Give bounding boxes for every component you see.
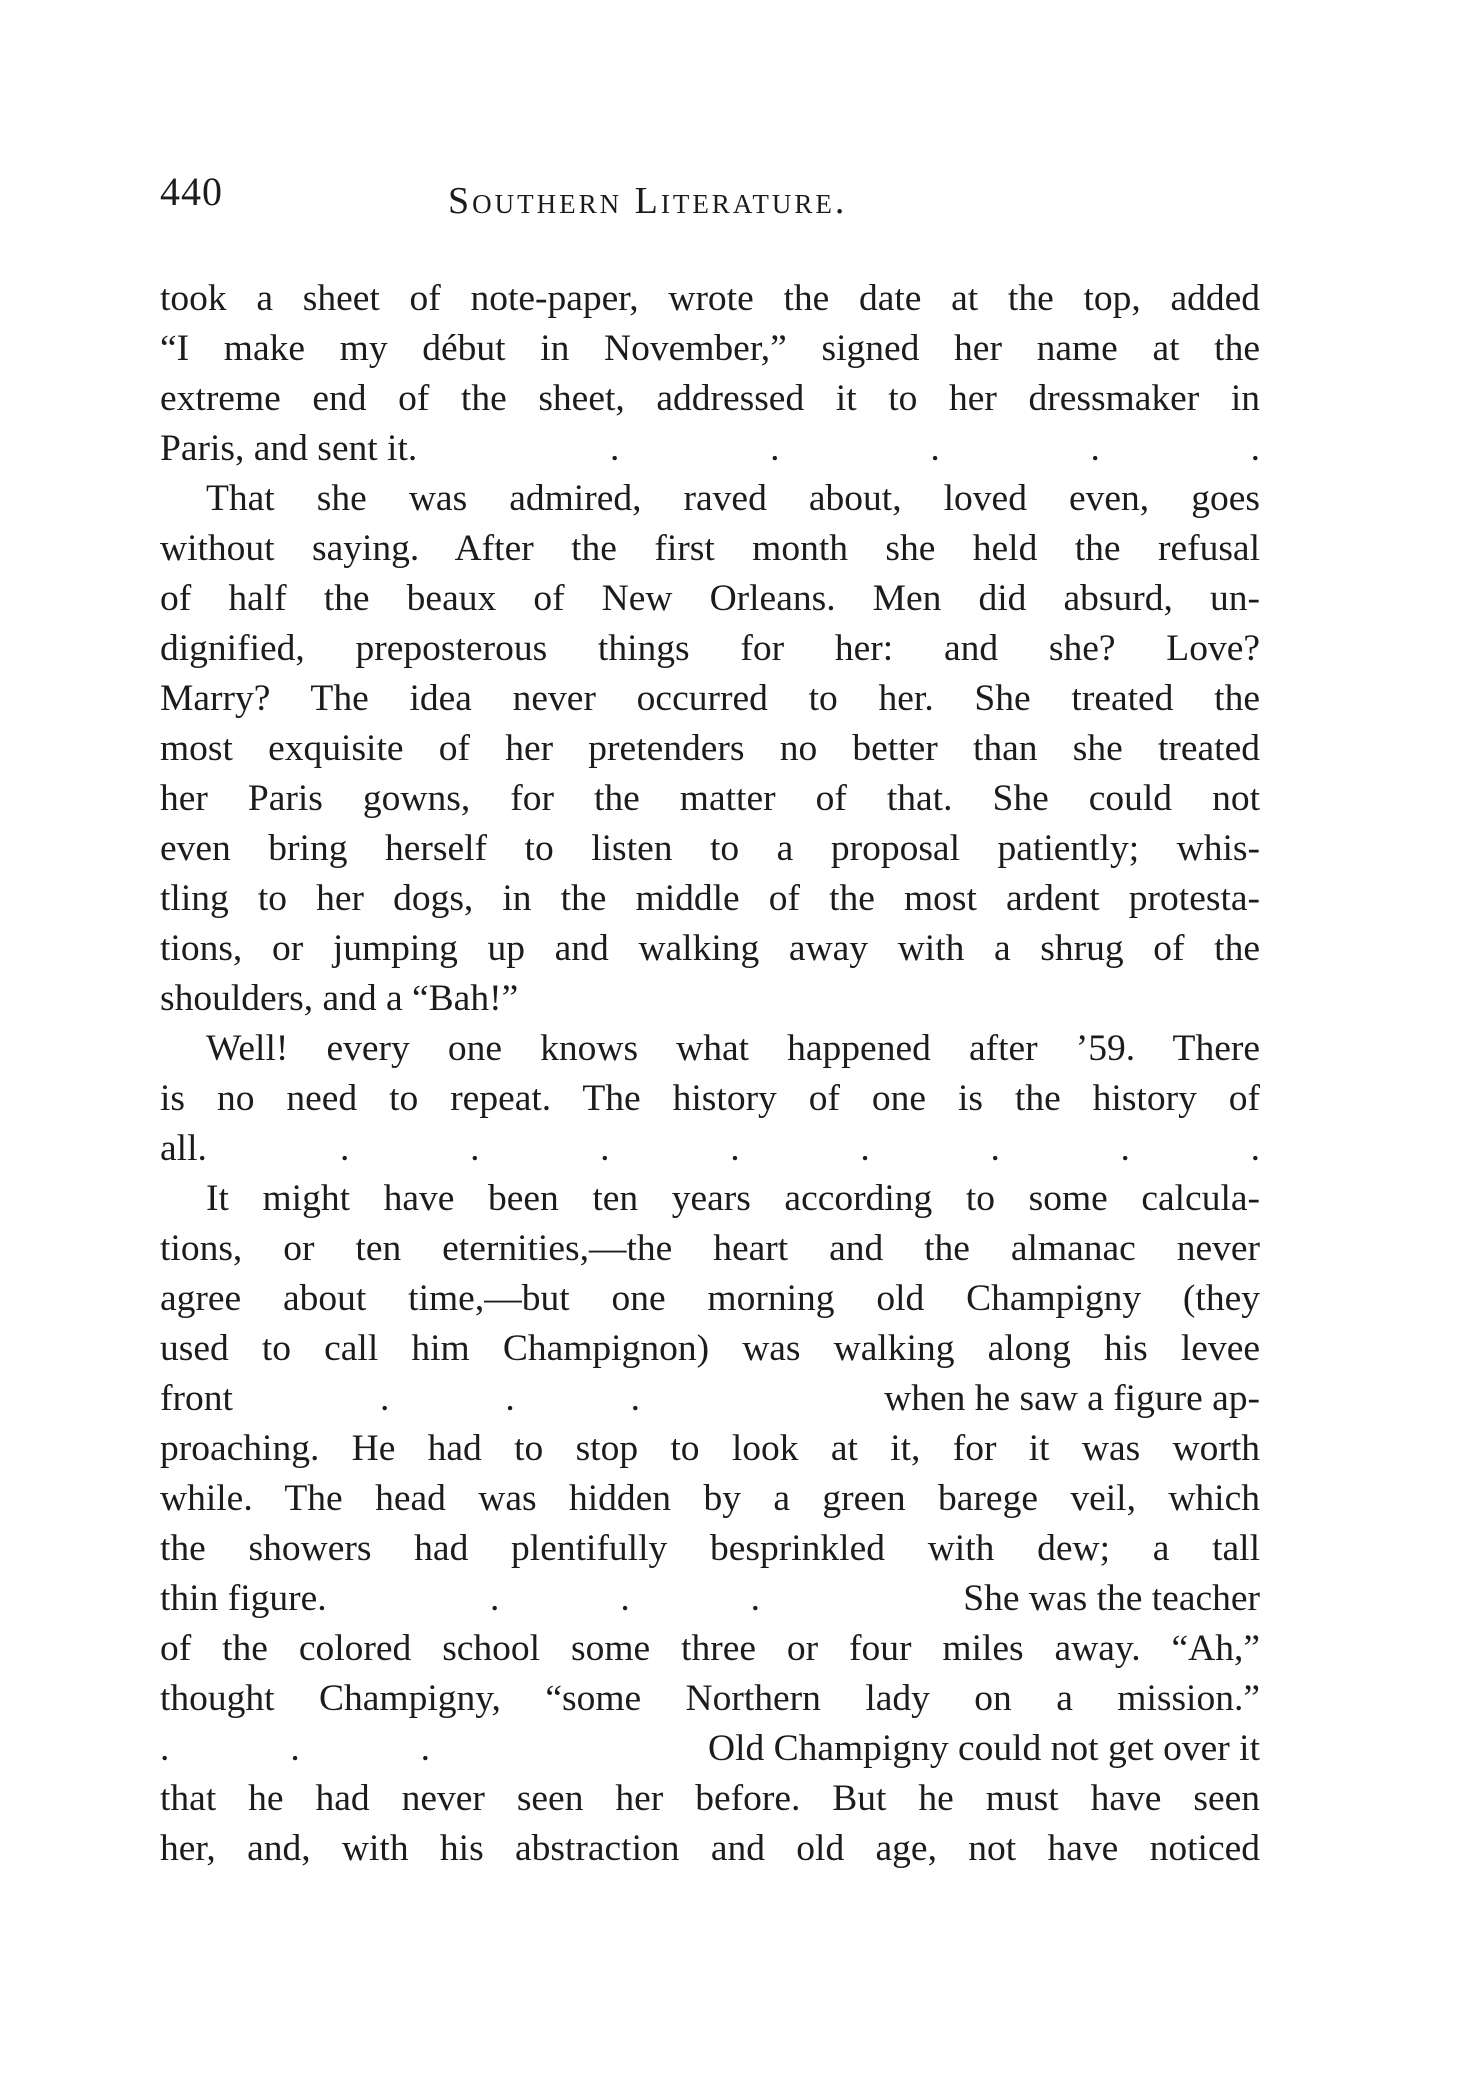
text-line bbox=[160, 1724, 1260, 1774]
text-line: took a sheet of note-paper, wrote the date at the top, added bbox=[160, 278, 1260, 319]
text-line: most exquisite of her pretenders no better than she treated bbox=[160, 728, 1260, 769]
line-text: She was the teacher bbox=[963, 1578, 1260, 1619]
line-text: Old Champigny could not get over it bbox=[707, 1728, 1260, 1769]
text-line: is no need to repeat. The history of one is the history of bbox=[160, 1078, 1260, 1119]
line-text: all. bbox=[160, 1128, 207, 1169]
text-line bbox=[160, 1574, 1260, 1624]
text-line: tions, or jumping up and walking away with a shrug of the bbox=[160, 928, 1260, 969]
text-line: tling to her dogs, in the middle of the most ardent protesta- bbox=[160, 878, 1260, 919]
ellipsis-leader: . . . bbox=[380, 1378, 640, 1419]
text-line: while. The head was hidden by a green barege veil, which bbox=[160, 1478, 1260, 1519]
line-text: thin figure. bbox=[160, 1578, 327, 1619]
text-line bbox=[160, 1374, 1260, 1424]
text-line: that he had never seen her before. But he must have seen bbox=[160, 1778, 1260, 1819]
paragraph-first-line: Well! every one knows what happened after ’59. There bbox=[206, 1028, 1260, 1069]
text-line: extreme end of the sheet, addressed it to her dressmaker in bbox=[160, 378, 1260, 419]
line-text: front bbox=[160, 1378, 233, 1419]
text-line: dignified, preposterous things for her: and she? Love? bbox=[160, 628, 1260, 669]
text-line: tions, or ten eternities,—the heart and the almanac never bbox=[160, 1228, 1260, 1269]
text-line: her Paris gowns, for the matter of that. She could not bbox=[160, 778, 1260, 819]
ellipsis-leader: . . . bbox=[490, 1578, 760, 1619]
text-line: proaching. He had to stop to look at it, for it was worth bbox=[160, 1428, 1260, 1469]
text-line: used to call him Champignon) was walking along his levee bbox=[160, 1328, 1260, 1369]
ellipsis-leader: . . . . . bbox=[610, 428, 1260, 469]
text-line bbox=[160, 424, 1260, 474]
text-line: of the colored school some three or four miles away. “Ah,” bbox=[160, 1628, 1260, 1669]
ellipsis-leader: . . . bbox=[160, 1728, 430, 1769]
body-text bbox=[160, 274, 1260, 1874]
text-line: her, and, with his abstraction and old age, not have noticed bbox=[160, 1828, 1260, 1869]
ellipsis-leader: . . . . . . . . bbox=[340, 1128, 1260, 1169]
running-head: Southern Literature. bbox=[448, 180, 848, 222]
text-line: the showers had plentifully besprinkled with dew; a tall bbox=[160, 1528, 1260, 1569]
text-line: agree about time,—but one morning old Champigny (they bbox=[160, 1278, 1260, 1319]
text-line: even bring herself to listen to a proposal patiently; whis- bbox=[160, 828, 1260, 869]
text-line: shoulders, and a “Bah!” bbox=[160, 978, 519, 1019]
line-text: Paris, and sent it. bbox=[160, 428, 418, 469]
text-line: without saying. After the first month she held the refusal bbox=[160, 528, 1260, 569]
paragraph-first-line: That she was admired, raved about, loved even, goes bbox=[206, 478, 1260, 519]
text-line: “I make my début in November,” signed her name at the bbox=[160, 328, 1260, 369]
page-number: 440 bbox=[160, 169, 223, 214]
text-line: of half the beaux of New Orleans. Men did absurd, un- bbox=[160, 578, 1260, 619]
line-text: when he saw a figure ap- bbox=[884, 1378, 1260, 1419]
text-line: Marry? The idea never occurred to her. She treated the bbox=[160, 678, 1260, 719]
text-line bbox=[160, 1124, 1260, 1174]
text-line: thought Champigny, “some Northern lady on a mission.” bbox=[160, 1678, 1260, 1719]
paragraph-first-line: It might have been ten years according to some calcula- bbox=[206, 1178, 1260, 1219]
